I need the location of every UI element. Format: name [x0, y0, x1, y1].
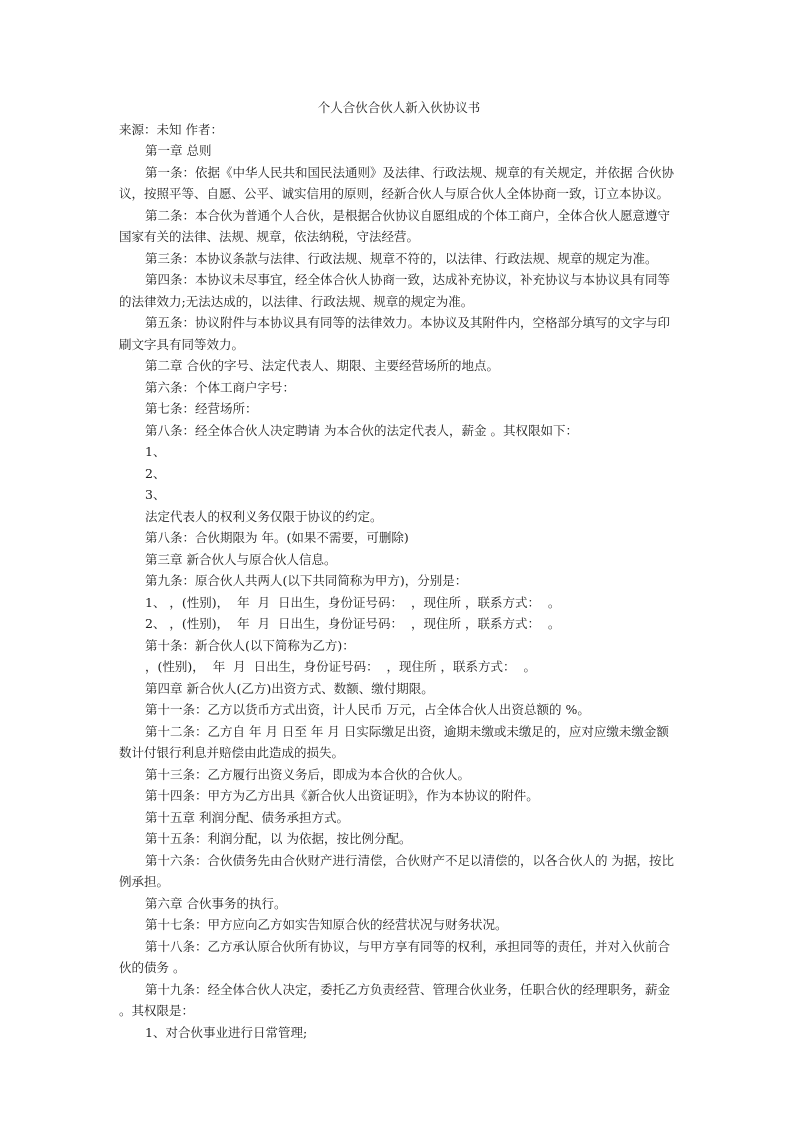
paragraph: 第十四条：甲方为乙方出具《新合伙人出资证明》，作为本协议的附件。: [145, 788, 539, 803]
paragraph: 第十五条：利润分配，以 为依据，按比例分配。: [145, 831, 412, 846]
paragraph: 第五条：协议附件与本协议具有同等的法律效力。本协议及其附件内，空格部分填写的文字与印刷文字具有同等效力。: [119, 315, 671, 352]
paragraph: 第六条：个体工商户字号：: [145, 379, 296, 395]
paragraph: 第七条：经营场所：: [145, 401, 258, 416]
paragraph: 第十条：新合伙人(以下简称为乙方)：: [145, 637, 355, 653]
paragraph: 第四条：本协议未尽事宜，经全体合伙人协商一致，达成补充协议，补充协议与本协议具有同等的法律效力;无法达成的，以法律、行政法规、规章的规定为准。: [119, 272, 671, 309]
paragraph: 3、: [145, 487, 166, 502]
paragraph: 第十三条：乙方履行出资义务后，即成为本合伙的合伙人。: [145, 766, 471, 782]
paragraph: 第十九条：经全体合伙人决定，委托乙方负责经营、管理合伙业务，任职合伙的经理职务，薪金 。其权限是：: [119, 981, 674, 1018]
paragraph: 第八条：合伙期限为 年。(如果不需要，可删除): [145, 530, 409, 545]
document-meta: 来源：未知 作者：: [119, 121, 223, 137]
paragraph: 2、 ，(性别)， 年 月 日出生，身份证号码： ，现住所 ，联系方式： 。: [145, 616, 561, 631]
paragraph: 第三条：本协议条款与法律、行政法规、规章不符的，以法律、行政法规、规章的规定为准。: [145, 250, 658, 266]
paragraph: 第十五章 利润分配、债务承担方式。: [145, 809, 349, 825]
document-page: [119, 97, 679, 1043]
paragraph: 第十二条：乙方自 年 月 日至 年 月 日实际缴足出资，逾期未缴或未缴足的，应对应缴未缴金额数计付银行利息并赔偿由此造成的损失。: [119, 723, 669, 760]
paragraph: 2、: [145, 465, 166, 481]
paragraph: 1、: [145, 444, 166, 459]
paragraph: 第二章 合伙的字号、法定代表人、期限、主要经营场所的地点。: [145, 358, 499, 373]
paragraph: 第二条：本合伙为普通个人合伙，是根据合伙协议自愿组成的个体工商户，全体合伙人愿意遵守国家有关的法律、法规、规章，依法纳税，守法经营。: [119, 207, 671, 244]
paragraph: 法定代表人的权利义务仅限于协议的约定。: [145, 508, 383, 524]
paragraph: 1、 ，(性别)， 年 月 日出生，身份证号码： ，现住所 ，联系方式： 。: [145, 594, 561, 610]
paragraph: 第一条：依据《中华人民共和国民法通则》及法律、行政法规、规章的有关规定，并依据 合伙协议，按照平等、自愿、公平、诚实信用的原则，经新合伙人与原合伙人全体协商一致，订立本协议。: [119, 164, 674, 201]
paragraph: ，(性别)， 年 月 日出生，身份证号码： ，现住所 ，联系方式： 。: [145, 659, 536, 674]
paragraph: 1、对合伙事业进行日常管理;: [145, 1024, 308, 1040]
paragraph: 第九条：原合伙人共两人(以下共同简称为甲方)，分别是：: [145, 573, 468, 588]
paragraph: 第十八条：乙方承认原合伙所有协议，与甲方享有同等的权利，承担同等的责任，并对入伙前合伙的债务 。: [119, 938, 671, 975]
document-body: [119, 140, 679, 1043]
document-title: 个人合伙合伙人新入伙协议书: [317, 100, 481, 115]
paragraph: 第一章 总则: [145, 143, 212, 158]
paragraph: 第十一条：乙方以货币方式出资，计人民币 万元，占全体合伙人出资总额的 %。: [145, 702, 590, 717]
paragraph: 第六章 合伙事务的执行。: [145, 895, 287, 911]
paragraph: 第三章 新合伙人与原合伙人信息。: [145, 551, 337, 567]
paragraph: 第八条：经全体合伙人决定聘请 为本合伙的法定代表人，薪金 。其权限如下：: [145, 422, 578, 438]
paragraph: 第四章 新合伙人(乙方)出资方式、数额、缴付期限。: [145, 680, 434, 696]
paragraph: 第十七条：甲方应向乙方如实告知原合伙的经营状况与财务状况。: [145, 917, 508, 932]
paragraph: 第十六条：合伙债务先由合伙财产进行清偿，合伙财产不足以清偿的，以各合伙人的 为据，按比例承担。: [119, 852, 674, 889]
